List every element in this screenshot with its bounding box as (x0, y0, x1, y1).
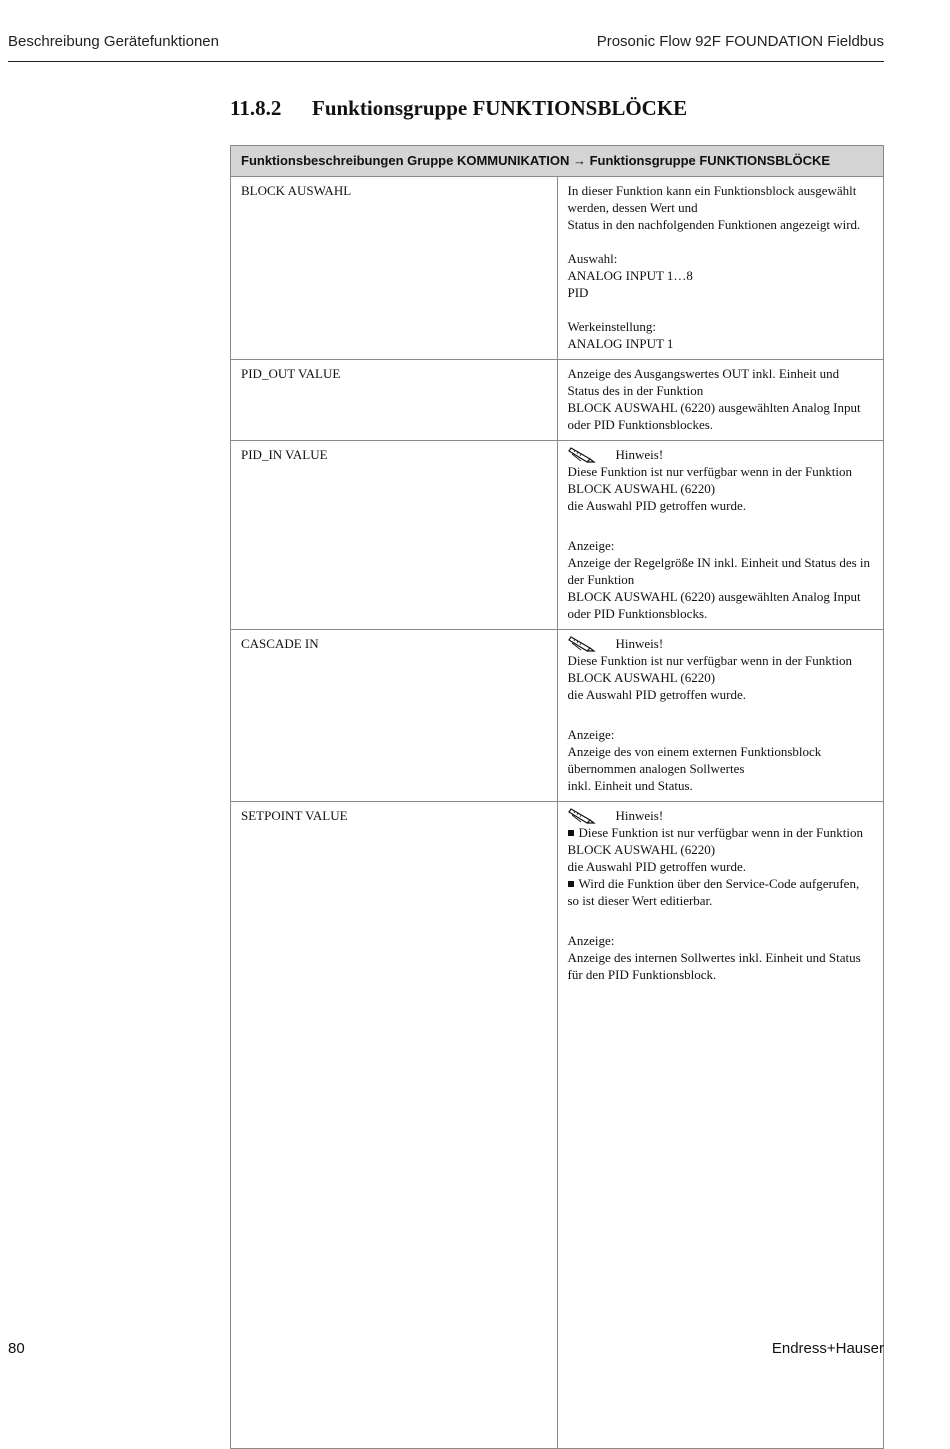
selection-option: PID (567, 285, 589, 300)
selection-option: ANALOG INPUT 1…8 (567, 268, 693, 283)
section-number: 11.8.2 (230, 96, 282, 120)
page-header (8, 33, 884, 62)
display-label: Anzeige: (567, 538, 615, 553)
table-row (231, 441, 884, 630)
bullet-square-icon (568, 881, 574, 887)
note-line: die Auswahl PID getroffen wurde. (567, 498, 746, 513)
bullet-text: die Auswahl PID getroffen wurde. (567, 859, 746, 874)
description-line: BLOCK AUSWAHL (6220) ausgewählten Analog Input oder PID Funktionsblocks. (567, 589, 861, 621)
description-line: Anzeige des von einem externen Funktionsblock übernommen analogen Sollwertes (567, 744, 822, 776)
page-footer (8, 1340, 884, 1360)
note-label: Hinweis! (615, 636, 664, 651)
function-name: PID_OUT VALUE (231, 360, 558, 441)
note-label: Hinweis! (615, 808, 664, 823)
function-description (557, 441, 884, 630)
pencil-note-icon (568, 635, 596, 652)
section-heading (230, 96, 687, 121)
bullet-text: Wird die Funktion über den Service-Code aufgerufen, so ist dieser Wert editierbar. (567, 876, 860, 908)
function-description (557, 630, 884, 802)
note-heading (568, 807, 874, 824)
default-value: ANALOG INPUT 1 (567, 336, 674, 351)
table-row (231, 177, 884, 360)
note-heading (568, 446, 874, 463)
function-name: CASCADE IN (231, 630, 558, 802)
selection-label: Auswahl: (567, 251, 618, 266)
note-heading (568, 635, 874, 652)
note-line: die Auswahl PID getroffen wurde. (567, 687, 746, 702)
description-line: Anzeige der Regelgröße IN inkl. Einheit und Status des in der Funktion (567, 555, 871, 587)
function-description (557, 177, 884, 360)
note-label: Hinweis! (615, 447, 664, 462)
default-label: Werkeinstellung: (567, 319, 656, 334)
pencil-note-icon (568, 807, 596, 824)
description-line: Anzeige des Ausgangswertes OUT inkl. Einheit und Status des in der Funktion (567, 366, 840, 398)
page-number: 80 (8, 1340, 25, 1357)
description-line: inkl. Einheit und Status. (567, 778, 693, 793)
function-name: PID_IN VALUE (231, 441, 558, 630)
description-line: BLOCK AUSWAHL (6220) ausgewählten Analog Input oder PID Funktionsblockes. (567, 400, 861, 432)
table-header-row (231, 146, 884, 177)
description-line: In dieser Funktion kann ein Funktionsblock ausgewählt werden, dessen Wert und (567, 183, 857, 215)
note-line: Diese Funktion ist nur verfügbar wenn in der Funktion BLOCK AUSWAHL (6220) (567, 653, 853, 685)
note-line: Diese Funktion ist nur verfügbar wenn in der Funktion BLOCK AUSWAHL (6220) (567, 464, 853, 496)
display-label: Anzeige: (567, 727, 615, 742)
bullet-square-icon (568, 830, 574, 836)
function-name: BLOCK AUSWAHL (231, 177, 558, 360)
table-header: Funktionsbeschreibungen Gruppe KOMMUNIKATION → Funktionsgruppe FUNKTIONSBLÖCKE (231, 146, 884, 177)
brand-name: Endress+Hauser (771, 1340, 884, 1357)
description-line: Status in den nachfolgenden Funktionen angezeigt wird. (567, 217, 861, 232)
header-chapter-title: Beschreibung Gerätefunktionen (8, 33, 219, 50)
bullet-item (568, 875, 874, 909)
function-description (557, 360, 884, 441)
bullet-text: Diese Funktion ist nur verfügbar wenn in der Funktion BLOCK AUSWAHL (6220) (567, 825, 864, 857)
section-title: Funktionsgruppe FUNKTIONSBLÖCKE (312, 96, 688, 120)
bullet-item (568, 824, 874, 858)
display-label: Anzeige: (567, 933, 615, 948)
pencil-note-icon (568, 446, 596, 463)
header-document-title: Prosonic Flow 92F FOUNDATION Fieldbus (596, 33, 884, 50)
table-row (231, 360, 884, 441)
function-name: SETPOINT VALUE (231, 802, 558, 1449)
description-line: Anzeige des internen Sollwertes inkl. Einheit und Status für den PID Funktionsblock. (567, 950, 861, 982)
table-row (231, 630, 884, 802)
function-table (230, 145, 884, 1449)
